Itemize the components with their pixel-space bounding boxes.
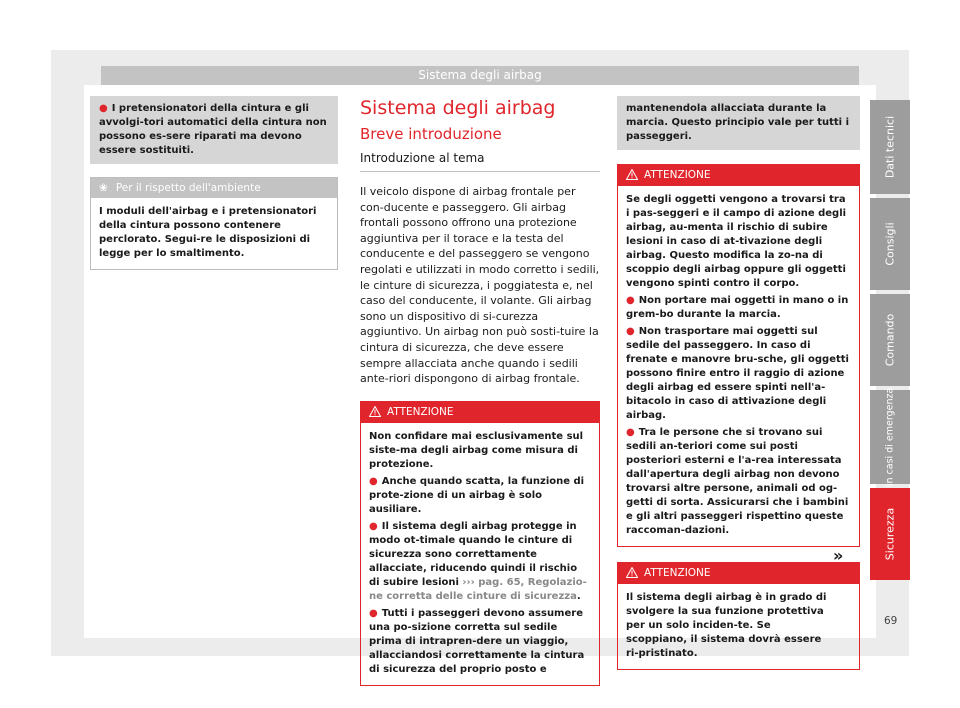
tab-consigli[interactable]: Consigli — [870, 198, 910, 290]
intro-paragraph: Il veicolo dispone di airbag frontale per con-ducente e passeggero. Gli airbag frontali possono offrono una protezione aggiuntiva per il torace e la testa del conducente e del passeggero se vengono regolati e utilizzati in modo corretto i sedili, le cinture di sicurezza, i poggiatesta e, nel caso del conducente, il volante. Gli airbag sono un dispositivo di si-curezza aggiuntivo. Un airbag non può sosti-tuire la cintura di sicurezza, che deve essere sempre allacciata anche quando i sedili ante-riori dispongono di airbag frontale. — [360, 185, 600, 386]
continued-note-text: I pretensionatori della cintura e gli avvolgi-tori automatici della cintura non possono es-sere riparati ma devono essere sostituiti. — [99, 103, 327, 156]
tab-sicurezza[interactable]: Sicurezza — [870, 488, 910, 580]
list-item: ● Non portare mai oggetti in mano o in grem-bo durante la marcia. — [626, 295, 849, 320]
tab-dati-tecnici[interactable]: Dati tecnici — [870, 100, 910, 194]
list-item: ● Tra le persone che si trovano sui sedili an-teriori come sui posti posteriori esterni e l'a-rea interessata dall'apertura degli airbag non devono trovarsi altre persone, animali od og-getti di sorta. Assicurarsi che i bambini e gli altri passeggeri rispettino queste raccoman-dazioni. — [626, 427, 849, 536]
tab-in-casi-di-emergenza[interactable]: In casi di emergenza — [870, 390, 910, 484]
warning-body: Il sistema degli airbag è in grado di svolgere la sua funzione protettiva per un solo inciden-te. Se scoppiano, il sistema dovrà essere ri-pristinato. — [626, 592, 827, 659]
page-header: Sistema degli airbag — [101, 66, 859, 85]
environment-note — [90, 177, 338, 270]
warning-title: ATTENZIONE — [361, 402, 599, 423]
warning-body — [618, 186, 859, 546]
page-title: Sistema degli airbag — [360, 97, 556, 119]
warning-body — [361, 423, 599, 685]
page-number: 69 — [884, 615, 898, 627]
continued-warning-box: mantenendola allacciata durante la marcia. Questo principio vale per tutti i passeggeri. — [617, 96, 860, 150]
continue-arrow-icon: » — [833, 546, 844, 565]
warning-icon — [626, 167, 638, 188]
environment-note-body: I moduli dell'airbag e i pretensionatori della cintura possono contenere perclorato. Segui-re le disposizioni di legge per lo smaltimento. — [99, 206, 317, 259]
warning-intro: Se degli oggetti vengono a trovarsi tra i pas-seggeri e il campo di azione degli airbag, au-menta il rischio di subire lesioni in caso di at-tivazione degli airbag. Questo modifica la zo-na di scoppio degli airbag oppure gli oggetti vengono spinti contro il corpo. — [626, 194, 847, 289]
warning-title: ATTENZIONE — [618, 165, 859, 186]
list-item: ● Il sistema degli airbag protegge in modo ot-timale quando le cinture di sicurezza sono correttamente allacciate, riducendo quindi il rischio di subire lesioni ››› pag. 65, Regolazio-ne corretta delle cinture di sicurezza. — [369, 520, 587, 602]
warning-icon — [626, 565, 638, 586]
continued-note-box — [90, 96, 338, 164]
warning-title: ATTENZIONE — [618, 563, 859, 584]
warning-box — [360, 401, 600, 686]
section-title: Breve introduzione — [360, 125, 502, 143]
environment-icon: ❀ — [99, 182, 108, 194]
middle-column — [360, 96, 600, 686]
list-item: ● Anche quando scatta, la funzione di prote-zione di un airbag è solo ausiliare. — [369, 475, 585, 515]
chapter-tabs — [870, 100, 910, 584]
subsection-title: Introduzione al tema — [360, 150, 600, 172]
list-item: ● Non trasportare mai oggetti sul sedile del passeggero. In caso di frenate e manovre bru-sche, gli oggetti possono finire entro il raggio di azione degli airbag ed essere spinti nell'a-bitacolo in caso di attivazione degli airbag. — [626, 326, 849, 421]
page-reference-link[interactable]: ››› pag. 65, Regolazio-ne corretta delle cinture di sicurezza — [369, 576, 587, 602]
left-column — [90, 96, 338, 270]
environment-note-title: ❀ Per il rispetto dell'ambiente — [91, 178, 337, 198]
warning-icon — [369, 404, 381, 425]
tab-comando[interactable]: Comando — [870, 294, 910, 386]
list-item: ● Tutti i passeggeri devono assumere una po-sizione corretta sul sedile prima di intrapren-dere un viaggio, allacciandosi correttamente la cintura di sicurezza del proprio posto e — [369, 607, 585, 675]
warning-box — [617, 562, 860, 670]
bullet-icon: ● — [99, 103, 108, 114]
warning-intro: Non confidare mai esclusivamente sul siste-ma degli airbag come misura di protezione. — [369, 430, 584, 470]
warning-box — [617, 164, 860, 547]
right-column — [617, 96, 860, 670]
